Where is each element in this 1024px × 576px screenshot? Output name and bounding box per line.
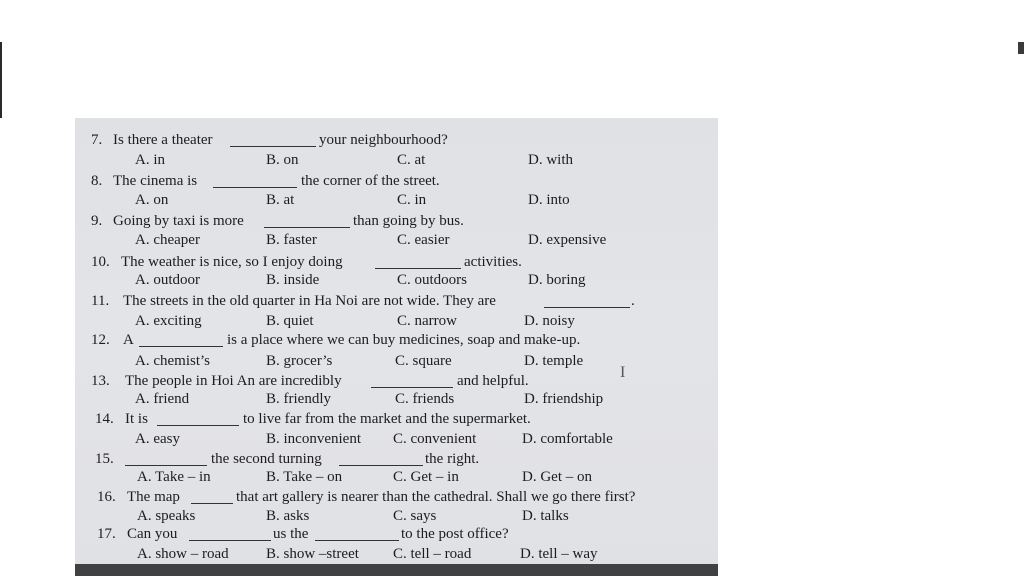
answer-blank xyxy=(375,254,461,269)
text-cursor-icon: I xyxy=(620,364,626,381)
answer-blank xyxy=(371,373,453,388)
option-a: A. friend xyxy=(135,391,190,407)
question-text: that art gallery is nearer than the cathedral. Shall we go there first? xyxy=(236,489,636,505)
photo-bottom-edge xyxy=(75,564,718,576)
option-d: D. Get – on xyxy=(522,469,592,485)
question-text: the corner of the street. xyxy=(301,173,440,189)
option-b: B. inconvenient xyxy=(266,431,361,447)
question-number: 16. xyxy=(97,489,116,505)
question-text: the right. xyxy=(425,451,480,467)
worksheet-photo xyxy=(75,118,718,576)
option-b: B. quiet xyxy=(266,313,314,329)
option-d: D. temple xyxy=(524,353,584,369)
option-b: B. at xyxy=(266,192,295,208)
question-text: activities. xyxy=(464,254,522,270)
question-number: 8. xyxy=(91,173,103,189)
option-a: A. speaks xyxy=(137,508,196,524)
option-d: D. talks xyxy=(522,508,569,524)
option-c: C. square xyxy=(395,353,452,369)
option-d: D. with xyxy=(528,152,573,168)
option-a: A. easy xyxy=(135,431,180,447)
question-text: The people in Hoi An are incredibly xyxy=(125,373,342,389)
question-text: The weather is nice, so I enjoy doing xyxy=(121,254,343,270)
option-d: D. tell – way xyxy=(520,546,598,562)
question-text: . xyxy=(631,293,635,309)
option-c: C. narrow xyxy=(397,313,457,329)
option-c: C. easier xyxy=(397,232,450,248)
option-b: B. show –street xyxy=(266,546,359,562)
option-d: D. noisy xyxy=(524,313,575,329)
option-c: C. tell – road xyxy=(393,546,472,562)
question-text: The cinema is xyxy=(113,173,198,189)
option-b: B. grocer’s xyxy=(266,353,333,369)
answer-blank xyxy=(213,173,297,188)
option-d: D. into xyxy=(528,192,570,208)
option-d: D. comfortable xyxy=(522,431,613,447)
answer-blank xyxy=(157,411,239,426)
answer-blank xyxy=(125,451,207,466)
question-text: A xyxy=(123,332,134,348)
answer-blank xyxy=(315,526,399,541)
question-number: 13. xyxy=(91,373,110,389)
answer-blank xyxy=(544,293,630,308)
option-d: D. boring xyxy=(528,272,586,288)
option-b: B. friendly xyxy=(266,391,331,407)
question-number: 12. xyxy=(91,332,110,348)
option-c: C. at xyxy=(397,152,426,168)
question-number: 7. xyxy=(91,132,103,148)
option-a: A. show – road xyxy=(137,546,229,562)
option-a: A. Take – in xyxy=(137,469,211,485)
question-text: Is there a theater xyxy=(113,132,213,148)
option-a: A. in xyxy=(135,152,165,168)
option-a: A. on xyxy=(135,192,169,208)
left-edge-bar xyxy=(0,42,2,118)
option-c: C. in xyxy=(397,192,427,208)
question-text: than going by bus. xyxy=(353,213,464,229)
option-a: A. cheaper xyxy=(135,232,200,248)
question-text: The streets in the old quarter in Ha Noi are not wide. They are xyxy=(123,293,496,309)
option-c: C. friends xyxy=(395,391,455,407)
question-number: 9. xyxy=(91,213,103,229)
question-number: 14. xyxy=(95,411,114,427)
question-text: the second turning xyxy=(211,451,322,467)
option-d: D. friendship xyxy=(524,391,604,407)
option-a: A. chemist’s xyxy=(135,353,210,369)
option-c: C. Get – in xyxy=(393,469,459,485)
question-text: Can you xyxy=(127,526,178,542)
answer-blank xyxy=(191,489,233,504)
question-text: Going by taxi is more xyxy=(113,213,244,229)
answer-blank xyxy=(189,526,271,541)
option-d: D. expensive xyxy=(528,232,607,248)
question-text: your neighbourhood? xyxy=(319,132,448,148)
option-a: A. outdoor xyxy=(135,272,200,288)
answer-blank xyxy=(230,132,316,147)
question-text: and helpful. xyxy=(457,373,529,389)
question-number: 10. xyxy=(91,254,110,270)
option-b: B. asks xyxy=(266,508,310,524)
answer-blank xyxy=(139,332,223,347)
right-edge-marker xyxy=(1018,42,1024,54)
question-text: is a place where we can buy medicines, soap and make-up. xyxy=(227,332,581,348)
question-text: It is xyxy=(125,411,148,427)
question-text: to the post office? xyxy=(401,526,509,542)
option-c: C. convenient xyxy=(393,431,477,447)
option-c: C. says xyxy=(393,508,437,524)
option-b: B. on xyxy=(266,152,299,168)
question-text: us the xyxy=(273,526,309,542)
question-text: to live far from the market and the supermarket. xyxy=(243,411,531,427)
option-b: B. Take – on xyxy=(266,469,343,485)
answer-blank xyxy=(264,213,350,228)
option-b: B. faster xyxy=(266,232,317,248)
question-number: 11. xyxy=(91,293,110,309)
question-number: 17. xyxy=(97,526,116,542)
answer-blank xyxy=(339,451,423,466)
option-a: A. exciting xyxy=(135,313,202,329)
option-c: C. outdoors xyxy=(397,272,468,288)
option-b: B. inside xyxy=(266,272,320,288)
question-number: 15. xyxy=(95,451,114,467)
question-text: The map xyxy=(127,489,180,505)
